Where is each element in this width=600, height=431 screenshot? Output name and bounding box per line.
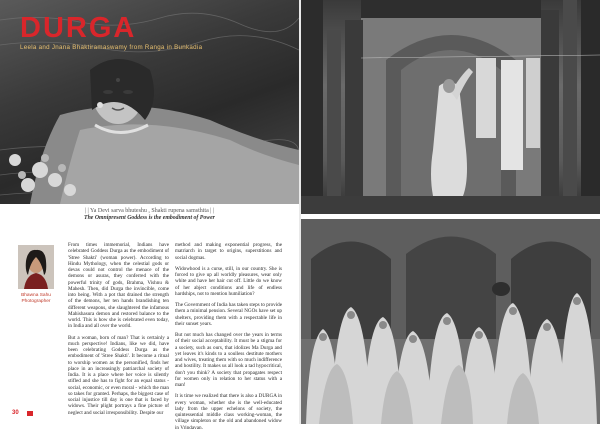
masthead [20, 13, 202, 51]
pull-quote-sanskrit: | | Ya Devi sarva bhuteshu , Shakti rupena samsthita | | [84, 208, 215, 214]
left-page [0, 0, 299, 431]
article-column-1 [68, 242, 169, 416]
photo-widows-gathering [301, 219, 600, 424]
author-photo [18, 245, 54, 289]
article-paragraph: method and making exponential progress, the matriarch in target to origins, superstitions and social dogmas. [175, 242, 282, 261]
masthead-subtitle: Leela and Jnana Bhaktiramaswamy from Ranga in Bunkadia [20, 44, 203, 51]
author-portrait-illustration [18, 245, 54, 289]
article-paragraph: But a woman, born of man? That is certainly a much perspective! Indians, like we did, have been celebrating Goddess Durga as the embodiment of 'Stree Shakti'. It become a ritual to worship women as the personified, finds her place in an increasingly patriarchal society of India. It is a place where her voice is silently stifled and she has to fight for an equal status - social, economic, or even moral - which the man so takes for granted. Perhaps, the biggest case of social injustice till day is one that is faced by widows. Their plight portrays a fine picture of neglect and social irresponsibility. Despite our [68, 334, 169, 416]
article-column-2 [175, 242, 282, 431]
article-paragraph: Widowhood is a curse, still, in our country. She is forced to give up all worldly pleasures, wear only white and have her hair cut off. Little do we know of her abject conditions and life of endless hardships, not to mention humiliation? [175, 265, 282, 297]
folio-marker-icon [27, 411, 33, 416]
masthead-title: DURGA [20, 12, 137, 44]
author-caption: Bhawna Sahu Photographer [21, 293, 51, 304]
pull-quote-translation: The Omnipresent Goddess is the embodiment of Power [84, 215, 215, 221]
photo-widow-in-courtyard [301, 0, 600, 214]
hero-photo-goddess-in-water [0, 0, 299, 204]
article-paragraph: The Government of India has taken steps to provide them a minimal pension. Several NGOs have set up shelters, providing them with a respectable life in their sunset years. [175, 302, 282, 327]
widows-photo-illustration [301, 219, 600, 424]
right-page [301, 0, 600, 424]
article-paragraph: From times immemorial, Indians have celebrated Goddess Durga as the embodiment of 'Stree Shakti' (woman power). According to Hindu Mythology, when the celestial gods or devas could not control the menace of the demons or asuras, they conferred with the powerful trinity of gods, Brahma, Vishnu & Mahesh. Then, did Durga the invincible, come into being. With a pot that drained the strength of the demons, her ten hands brandishing ten different weapons, she slaughtered the infamous Mahishasura demon and restored balance to the world. This is how she is celebrated even today, in India and all over the world. [68, 242, 169, 330]
courtyard-photo-illustration [301, 0, 600, 214]
page-number: 30 [12, 410, 19, 416]
article-paragraph: It is time we realized that there is also a DURGA in every woman, whether she is the well-educated lady from the upper echelons of society, the quintessential middle class working-woman, the village simpleton or the old and abandoned widow in Vrindavan. [175, 393, 282, 431]
article-paragraph: But not much has changed over the years in terms of their social acceptability. It must be a stigma for a society, such as ours, that idolizes Ma Durga and yet leaves it's kinds to a soulless destitute mothers and wives, treating them with so much indifference and hostility. It makes us all look a tad hypocritical, don't you think? A society that propagates respect for women only in relation to her status with a man! [175, 332, 282, 388]
